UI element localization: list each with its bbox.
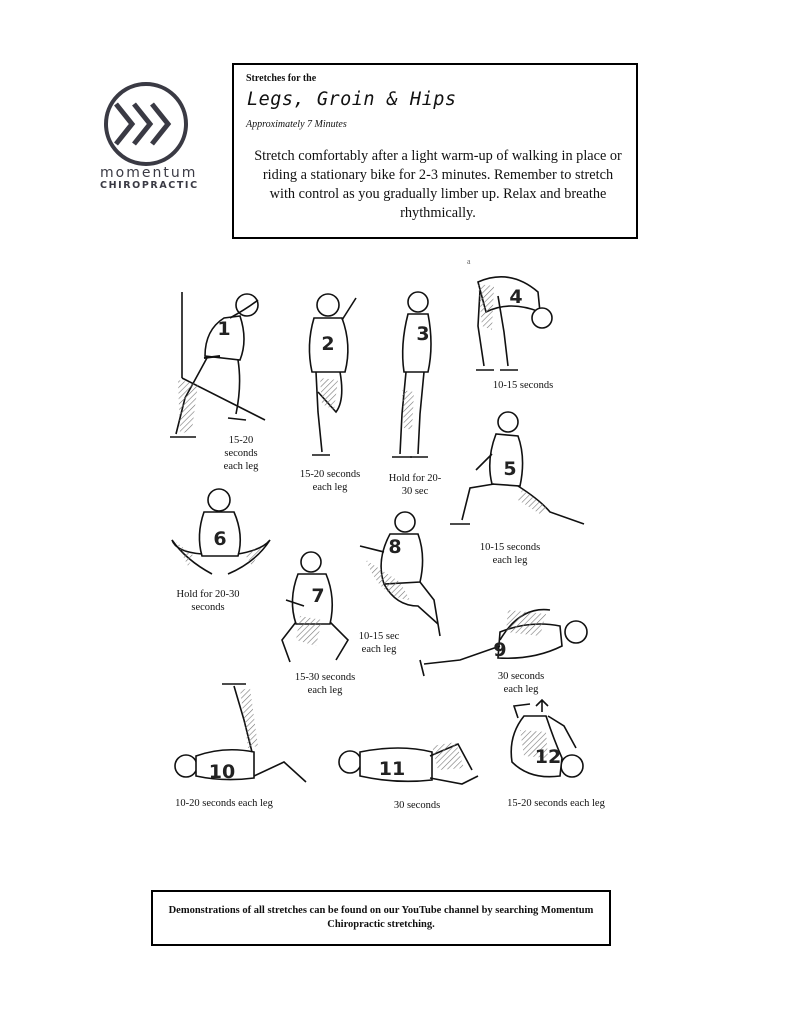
caption-7: 15-30 seconds each leg [294,672,356,696]
caption-11: 30 seconds [393,800,441,811]
stretch-number-12-text: 12 [534,746,562,768]
caption-6: Hold for 20-30 seconds [176,589,240,613]
stretch-number-5 [503,458,516,480]
stretch-figure-11 [339,742,478,784]
stretch-number-2-text: 2 [321,333,335,355]
caption-9: 30 seconds each leg [497,671,545,695]
intro-paragraph: Stretch comfortably after a light warm-up of walking in place or riding a stationary bike for 2-3 minutes. Remember to stretch with control as you gradually limber up. Relax and breathe rhythmically. [254,148,622,221]
stretch-number-11-text: 11 [378,758,406,780]
stretch-figure-7 [282,552,348,662]
header-eyebrow: Stretches for the [246,73,317,84]
stretch-number-10-text: 10 [208,761,236,783]
caption-8: 10-15 sec each leg [358,631,400,655]
stretch-number-10 [209,761,235,783]
caption-1: 15-20 seconds each leg [223,435,259,472]
stretch-figure-5 [450,412,584,524]
stretch-number-6 [213,528,226,550]
stretch-number-3 [416,323,429,345]
corner-marker: a [467,257,471,266]
stretch-number-4 [509,286,522,308]
stretch-figure-1 [170,292,265,437]
stretch-number-8-text: 8 [388,536,402,558]
stretch-figure-3 [392,292,431,457]
stretch-figure-2 [309,294,356,455]
logo-subword: CHIROPRACTIC [100,180,199,191]
stretch-number-4-text: 4 [509,286,523,308]
caption-10: 10-20 seconds each leg [175,798,273,809]
stretch-number-5-text: 5 [503,458,517,480]
stretch-number-7 [311,585,324,607]
footer-box [151,890,611,946]
page-title: Legs, Groin & Hips [247,89,457,110]
stretch-number-1-text: 1 [217,318,231,340]
stretch-number-9 [493,639,506,661]
stretch-number-1 [217,318,230,340]
stretch-number-12 [535,746,561,768]
caption-2: 15-20 seconds each leg [299,469,361,493]
stretch-number-7-text: 7 [311,585,325,607]
caption-4: 10-15 seconds [492,380,554,391]
youtube-note: Demonstrations of all stretches can be found on our YouTube channel by searching Momentum Chiropractic stretching. [168,905,594,930]
logo-word: momentum [100,165,198,181]
stretch-number-3-text: 3 [416,323,430,345]
stretch-number-8 [388,536,401,558]
stretch-figure-10 [175,684,306,782]
caption-3: Hold for 20-30 sec [388,473,442,497]
duration-note: Approximately 7 Minutes [246,119,347,130]
caption-5: 10-15 seconds each leg [479,542,541,566]
stretch-number-6-text: 6 [213,528,227,550]
stretch-number-11 [379,758,405,780]
caption-12: 15-20 seconds each leg [507,798,605,809]
stretch-figure-8 [360,512,440,636]
stretch-number-9-text: 9 [493,639,507,661]
stretch-number-2 [321,333,334,355]
